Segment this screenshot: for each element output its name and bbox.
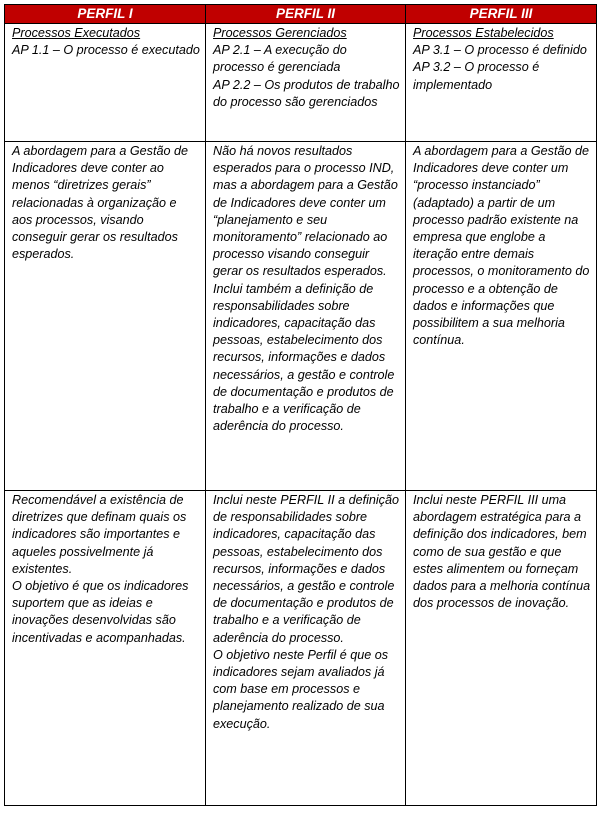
- approach-text: A abordagem para a Gestão de Indicadores deve conter um “processo instanciado” (adaptado) a partir de um processo padrão existente na empresa que englobe a iteração entre demais processos, o monitoramento do processo e a obtenção de dados e informações que possibilitem a sua melhoria contínua.: [413, 144, 590, 348]
- process-title: Processos Executados: [12, 26, 141, 40]
- process-attribute: AP 3.1 – O processo é definido: [413, 43, 587, 58]
- cell-perfil-3-approach: [406, 142, 597, 491]
- header-perfil-3: PERFIL III: [406, 5, 597, 24]
- process-title: Processos Gerenciados: [213, 26, 347, 40]
- detail-paragraph: Inclui neste PERFIL II a definição de responsabilidades sobre indicadores, capacitação das pessoas, estabelecimento dos recursos, informações e dados necessários, a gestão e controle de documentação e produtos de trabalho e a verificação de aderência do processo.: [213, 493, 399, 645]
- cell-perfil-2-approach: [206, 142, 406, 491]
- profile-table-container: [4, 4, 596, 806]
- cell-perfil-1-approach: [5, 142, 206, 491]
- cell-perfil-1-process: [5, 24, 206, 142]
- process-title: Processos Estabelecidos: [413, 26, 554, 40]
- cell-perfil-1-detail: [5, 491, 206, 806]
- header-row: [5, 5, 597, 24]
- approach-text: A abordagem para a Gestão de Indicadores deve conter ao menos “diretrizes gerais” relacionadas à organização e aos processos, visando conseguir gerar os resultados esperados.: [12, 144, 188, 262]
- process-level-row: [5, 24, 597, 142]
- profile-comparison-table: [4, 4, 597, 806]
- process-attribute: AP 3.2 – O processo é implementado: [413, 60, 540, 92]
- detail-paragraph: O objetivo neste Perfil é que os indicadores sejam avaliados já com base em processos e planejamento realizado de sua execução.: [213, 647, 389, 731]
- cell-perfil-2-process: [206, 24, 406, 142]
- header-perfil-2: PERFIL II: [206, 5, 406, 24]
- approach-text: Não há novos resultados esperados para o processo IND, mas a abordagem para a Gestão de Indicadores deve conter um “planejamento e seu monitoramento” relacionado ao processo visando conseguir gerar os resultados esperados. Inclui também a definição de responsabilidades sobre indicadores, capacitação das pessoas, estabelecimento dos recursos, informações e dados necessários, a gestão e controle de documentação e produtos de trabalho e a verificação de aderência do processo.: [213, 144, 398, 434]
- detail-paragraph: O objetivo é que os indicadores suportem que as ideias e inovações desenvolvidas são incentivadas e acompanhadas.: [12, 579, 189, 645]
- detail-paragraph: Inclui neste PERFIL III uma abordagem estratégica para a definição dos indicadores, bem como de sua gestão e que estes alimentem ou forneçam dados para a melhoria contínua dos processos de inovação.: [413, 493, 591, 611]
- detail-paragraph: Recomendável a existência de diretrizes que definam quais os indicadores são importantes e aqueles possivelmente já existentes.: [12, 493, 187, 576]
- approach-row: [5, 142, 597, 491]
- header-perfil-1: PERFIL I: [5, 5, 206, 24]
- detail-row: [5, 491, 597, 806]
- process-attribute: AP 2.1 – A execução do processo é gerenciada: [213, 43, 347, 75]
- cell-perfil-3-process: [406, 24, 597, 142]
- process-attribute: AP 1.1 – O processo é executado: [12, 43, 200, 58]
- cell-perfil-3-detail: [406, 491, 597, 806]
- process-attribute: AP 2.2 – Os produtos de trabalho do processo são gerenciados: [213, 77, 400, 109]
- cell-perfil-2-detail: [206, 491, 406, 806]
